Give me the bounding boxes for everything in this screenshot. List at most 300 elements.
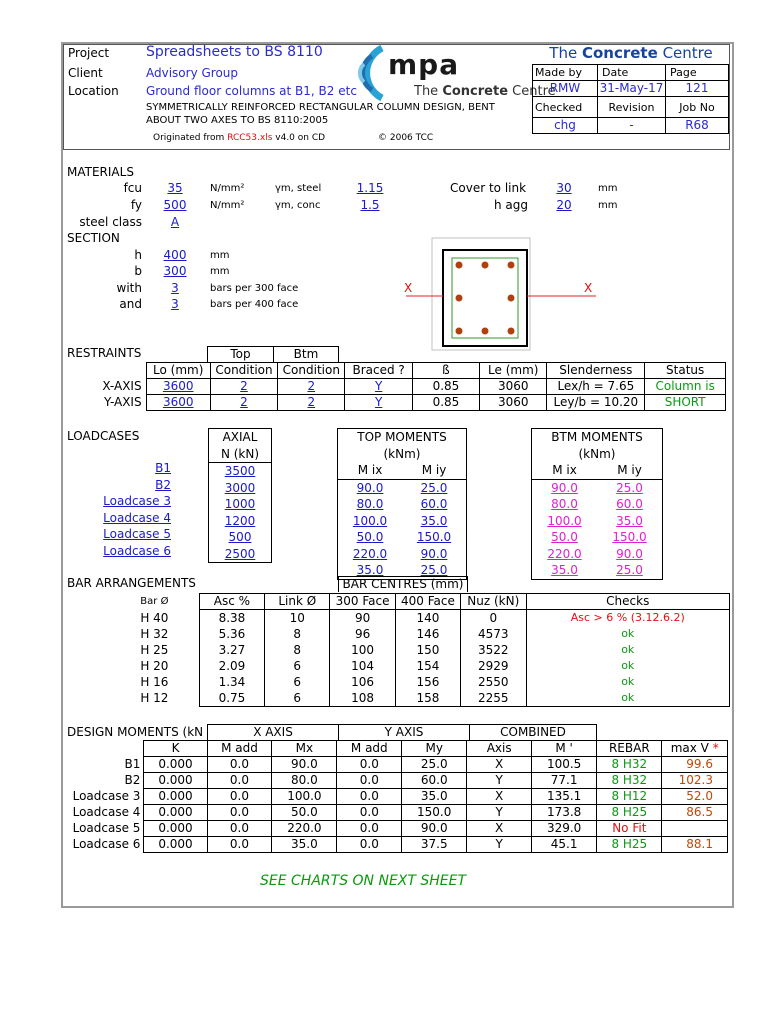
design-loadcase-label: B1: [124, 757, 141, 771]
jobno-value: R68: [666, 118, 729, 134]
copyright: © 2006 TCC: [378, 133, 434, 143]
design-mady-value: 0.0: [337, 821, 402, 837]
loadcase-name-link[interactable]: B1: [155, 461, 171, 475]
restraints-row: [65, 379, 726, 395]
design-row: [65, 821, 728, 837]
design-mx-value: 220.0: [272, 821, 337, 837]
rebar-value: No Fit: [597, 821, 662, 837]
btm-mix-input[interactable]: 90.0: [551, 480, 578, 495]
design-header: [662, 741, 728, 757]
with-text: bars per 300 face: [210, 283, 299, 294]
face400-value: 154: [395, 658, 460, 674]
hagg-label: h agg: [493, 198, 528, 212]
restraints-header-top: [207, 346, 339, 362]
design-mp-value: 77.1: [532, 773, 597, 789]
bars-header: Asc %: [199, 594, 264, 610]
logo-sub-centre: Centre: [512, 84, 556, 99]
bar-row: [110, 658, 730, 674]
bars-header: Bar Ø: [140, 596, 169, 607]
face400-value: 156: [395, 674, 460, 690]
axial-row: [209, 546, 272, 563]
slenderness-value: Ley/b = 10.20: [547, 395, 645, 411]
steel-class-input[interactable]: A: [170, 215, 180, 229]
gm-conc-input[interactable]: 1.5: [360, 198, 380, 212]
design-group-headers: [207, 724, 597, 740]
face300-value: 100: [330, 642, 395, 658]
design-mady-value: 0.0: [337, 805, 402, 821]
axial-row: [209, 513, 272, 530]
revision-label: Revision: [598, 97, 666, 118]
face300-value: 106: [330, 674, 395, 690]
date-label: Date: [598, 65, 666, 81]
check-value: ok: [526, 626, 730, 642]
originated-file: RCC53.xls: [227, 133, 273, 143]
bar-row: [110, 674, 730, 690]
btm-moment-row: [532, 546, 663, 563]
rebar-value: 8 H25: [597, 805, 662, 821]
loadcase-name-link[interactable]: Loadcase 4: [103, 510, 171, 525]
with-label: with: [116, 281, 142, 295]
section-title: SECTION: [67, 231, 120, 245]
design-row: [65, 773, 728, 789]
rebar-value: 8 H32: [597, 773, 662, 789]
asc-value: 1.34: [199, 674, 264, 690]
bar-size: H 40: [140, 610, 169, 625]
hagg-unit: mm: [598, 200, 618, 211]
top-mix-input[interactable]: 35.0: [356, 563, 384, 577]
nuz-value: 2550: [461, 674, 526, 690]
design-header: [597, 741, 662, 757]
design-axis-value: X: [467, 821, 532, 837]
bar-row: [110, 626, 730, 642]
max-v-value: 99.6: [662, 757, 728, 773]
design-madx-value: 0.0: [207, 773, 272, 789]
steel-class-label: steel class: [79, 215, 142, 229]
top-miy-input[interactable]: 60.0: [420, 497, 448, 511]
axial-input[interactable]: 3500: [224, 464, 256, 478]
top-condition-input[interactable]: 2: [210, 379, 277, 395]
top-mix-input[interactable]: 80.0: [356, 497, 384, 511]
asc-value: 0.75: [199, 690, 264, 707]
y-axis-header: Y AXIS: [339, 725, 470, 741]
materials-title: MATERIALS: [67, 165, 134, 179]
braced-input[interactable]: Y: [345, 395, 412, 411]
design-madx-value: 0.0: [207, 757, 272, 773]
design-madx-value: 0.0: [207, 789, 272, 805]
top-header: Top: [208, 347, 274, 363]
design-mx-value: 100.0: [272, 789, 337, 805]
originated-prefix: Originated from: [153, 133, 225, 143]
check-value: Asc > 6 % (3.12.6.2): [526, 610, 730, 627]
design-header: [532, 741, 597, 757]
loadcase-name-link[interactable]: Loadcase 3: [103, 494, 171, 508]
rebar-value: 8 H25: [597, 837, 662, 853]
bar-centres-header: [338, 576, 468, 592]
top-moments-header: TOP MOMENTS (kNm): [357, 430, 447, 461]
top-mix-input[interactable]: 90.0: [356, 480, 384, 495]
link-value: 10: [265, 610, 330, 627]
design-row: [65, 789, 728, 805]
btm-moments-header: BTM MOMENTS (kNm): [551, 430, 643, 461]
btm-miy-header: M iy: [597, 462, 663, 479]
design-mx-value: 50.0: [272, 805, 337, 821]
link-value: 6: [265, 690, 330, 707]
lo-input[interactable]: 3600: [146, 395, 210, 411]
design-mx-value: 80.0: [272, 773, 337, 789]
logo-sub-the: The: [414, 84, 439, 99]
project-label: Project: [68, 46, 110, 60]
location-value: Ground floor columns at B1, B2 etc: [146, 84, 357, 98]
fy-input[interactable]: 500: [163, 198, 187, 212]
gm-conc-label: γm, conc: [275, 200, 321, 211]
gm-steel-label: γm, steel: [275, 183, 322, 194]
btm-moment-row: [532, 496, 663, 513]
btm-mix-input[interactable]: 35.0: [551, 563, 578, 577]
axial-table: [208, 428, 272, 563]
top-mix-input[interactable]: 50.0: [356, 530, 384, 544]
face400-value: 150: [395, 642, 460, 658]
cover-label: Cover to link: [450, 181, 527, 195]
btm-condition-input[interactable]: 2: [278, 395, 345, 411]
restraints-header: ß: [412, 363, 479, 379]
face300-value: 108: [330, 690, 395, 707]
design-my-value: 90.0: [402, 821, 467, 837]
logo-text: mpa: [388, 48, 460, 81]
nuz-value: 4573: [461, 626, 526, 642]
restraints-header: Le (mm): [480, 363, 547, 379]
checked-value: chg: [533, 118, 598, 134]
max-v-value: 88.1: [662, 837, 728, 853]
design-header-label: M add: [350, 741, 388, 755]
status-value: Column is: [645, 379, 726, 395]
axis-x-right: X: [584, 281, 593, 295]
h-unit: mm: [210, 250, 230, 261]
restraints-title: RESTRAINTS: [67, 346, 142, 360]
max-v-value: 102.3: [662, 773, 728, 789]
braced-input[interactable]: Y: [345, 379, 412, 395]
lo-input[interactable]: 3600: [146, 379, 210, 395]
bar-row: [110, 642, 730, 658]
design-mady-value: 0.0: [337, 773, 402, 789]
le-value: 3060: [480, 395, 547, 411]
bar-size: H 25: [140, 643, 169, 657]
max-v-value: 86.5: [662, 805, 728, 821]
btm-miy-input[interactable]: 90.0: [616, 546, 643, 561]
gm-steel-input[interactable]: 1.15: [356, 181, 384, 195]
btm-moment-row: [532, 529, 663, 546]
design-axis-value: Y: [467, 773, 532, 789]
slenderness-value: Lex/h = 7.65: [547, 379, 645, 395]
design-axis-value: X: [467, 789, 532, 805]
design-k-value: 0.000: [144, 773, 207, 789]
design-mp-value: 135.1: [532, 789, 597, 805]
design-loadcase-label: B2: [124, 773, 141, 787]
job-info-table: [532, 64, 729, 134]
top-moment-row: [338, 529, 467, 546]
link-value: 6: [265, 674, 330, 690]
location-label: Location: [68, 84, 119, 98]
axial-row: [209, 480, 272, 497]
top-miy-input[interactable]: 25.0: [420, 480, 448, 495]
axial-input[interactable]: 2500: [224, 546, 256, 561]
le-value: 3060: [480, 379, 547, 395]
axial-header-2: N (kN): [209, 446, 272, 463]
design-my-value: 150.0: [402, 805, 467, 821]
bars-header: 300 Face: [330, 594, 395, 610]
bar-size: H 16: [140, 675, 169, 689]
face300-value: 104: [330, 658, 395, 674]
design-header: [144, 741, 207, 757]
design-header: [207, 741, 272, 757]
design-mady-value: 0.0: [337, 837, 402, 853]
design-my-value: 37.5: [402, 837, 467, 853]
loadcase-name-link[interactable]: Loadcase 5: [103, 527, 171, 541]
btm-miy-input[interactable]: 60.0: [616, 497, 643, 511]
design-header-label: K: [171, 741, 180, 755]
restraints-axis-label: X-AXIS: [102, 379, 142, 393]
design-description-1: SYMMETRICALLY REINFORCED RECTANGULAR COLUMN DESIGN, BENT: [146, 102, 495, 113]
date-value: 31-May-17: [598, 81, 666, 97]
nuz-value: 2929: [461, 658, 526, 674]
restraints-axis-label: Y-AXIS: [104, 395, 142, 409]
made-by-value: RMW: [533, 81, 598, 97]
design-description-2: ABOUT TWO AXES TO BS 8110:2005: [146, 115, 329, 126]
btm-moments-table: [531, 428, 663, 580]
cover-input[interactable]: 30: [556, 181, 572, 195]
design-madx-value: 0.0: [207, 837, 272, 853]
design-header: [467, 741, 532, 757]
restraints-row: [65, 395, 726, 411]
btm-mix-header: M ix: [532, 462, 598, 479]
btm-miy-input[interactable]: 25.0: [616, 480, 643, 495]
btm-miy-input[interactable]: 25.0: [616, 563, 643, 577]
top-moment-row: [338, 496, 467, 513]
top-miy-input[interactable]: 35.0: [420, 513, 448, 528]
btm-header: Btm: [274, 347, 339, 363]
restraints-header: Status: [645, 363, 726, 379]
design-table: [65, 740, 728, 853]
fcu-input[interactable]: 35: [167, 181, 183, 195]
design-mx-value: 35.0: [272, 837, 337, 853]
design-axis-value: Y: [467, 805, 532, 821]
axial-header-1: AXIAL: [222, 430, 258, 444]
design-axis-value: X: [467, 757, 532, 773]
logo-sub-concrete: Concrete: [442, 84, 509, 99]
max-v-star: *: [712, 741, 719, 755]
client-label: Client: [68, 66, 103, 80]
and-text: bars per 400 face: [210, 299, 299, 310]
design-axis-value: Y: [467, 837, 532, 853]
design-loadcase-label: Loadcase 4: [72, 805, 141, 819]
design-header-label: REBAR: [608, 741, 650, 755]
fcu-unit: N/mm²: [210, 183, 245, 194]
asc-value: 5.36: [199, 626, 264, 642]
btm-moment-row: [532, 479, 663, 496]
tcc-the: The: [549, 44, 578, 62]
loadcase-name-link[interactable]: Loadcase 6: [103, 543, 171, 558]
project-value: Spreadsheets to BS 8110: [146, 44, 323, 60]
design-header-label: Mx: [295, 741, 314, 755]
bar-row: [110, 610, 730, 627]
design-header-label: My: [425, 741, 443, 755]
loadcases-title: LOADCASES: [67, 429, 140, 443]
and-label: and: [119, 297, 142, 311]
top-mix-input[interactable]: 220.0: [352, 546, 388, 561]
originated-from: [153, 133, 325, 143]
design-madx-value: 0.0: [207, 821, 272, 837]
btm-miy-input[interactable]: 35.0: [616, 513, 643, 528]
face400-value: 146: [395, 626, 460, 642]
check-value: ok: [526, 674, 730, 690]
top-moments-table: [337, 428, 467, 580]
check-value: ok: [526, 690, 730, 707]
btm-mix-input[interactable]: 50.0: [551, 530, 578, 544]
restraints-header: Lo (mm): [146, 363, 210, 379]
btm-mix-input[interactable]: 100.0: [547, 513, 582, 528]
asc-value: 8.38: [199, 610, 264, 627]
design-k-value: 0.000: [144, 789, 207, 805]
top-miy-input[interactable]: 90.0: [420, 546, 448, 561]
top-mix-input[interactable]: 100.0: [352, 513, 388, 528]
btm-moment-row: [532, 513, 663, 530]
design-loadcase-label: Loadcase 5: [72, 821, 141, 835]
max-v-value: 52.0: [662, 789, 728, 805]
h-input[interactable]: 400: [163, 248, 187, 262]
checked-label: Checked: [533, 97, 598, 118]
design-mady-value: 0.0: [337, 789, 402, 805]
design-header-label: max V: [670, 741, 709, 755]
revision-value: -: [598, 118, 666, 134]
x-axis-header: X AXIS: [208, 725, 339, 741]
btm-mix-input[interactable]: 80.0: [551, 497, 578, 511]
with-input[interactable]: 3: [171, 281, 179, 295]
bars-table: [110, 593, 730, 707]
btm-mix-input[interactable]: 220.0: [547, 546, 582, 561]
design-header: [272, 741, 337, 757]
axis-x-left: X: [404, 281, 413, 295]
restraints-header: Condition: [210, 363, 277, 379]
design-my-value: 60.0: [402, 773, 467, 789]
restraints-header: Condition: [278, 363, 345, 379]
fy-unit: N/mm²: [210, 200, 245, 211]
fcu-label: fcu: [123, 181, 142, 195]
design-mp-value: 45.1: [532, 837, 597, 853]
design-k-value: 0.000: [144, 757, 207, 773]
design-my-value: 25.0: [402, 757, 467, 773]
page-value: 121: [666, 81, 729, 97]
design-mp-value: 329.0: [532, 821, 597, 837]
bar-size: H 20: [140, 659, 169, 673]
top-miy-header: M iy: [402, 462, 467, 479]
nuz-value: 2255: [461, 690, 526, 707]
bars-header: Checks: [526, 594, 730, 610]
page-label: Page: [666, 65, 729, 81]
design-header: [337, 741, 402, 757]
b-label: b: [134, 264, 142, 278]
top-condition-input[interactable]: 2: [210, 395, 277, 411]
design-row: [65, 757, 728, 773]
design-mp-value: 173.8: [532, 805, 597, 821]
nuz-value: 3522: [461, 642, 526, 658]
bar-row: [110, 690, 730, 707]
h-label: h: [134, 248, 142, 262]
b-input[interactable]: 300: [163, 264, 187, 278]
design-k-value: 0.000: [144, 821, 207, 837]
top-miy-input[interactable]: 25.0: [420, 563, 448, 577]
restraints-header: Braced ?: [345, 363, 412, 379]
design-loadcase-label: Loadcase 6: [72, 837, 141, 851]
axial-row: [209, 496, 272, 513]
asc-value: 2.09: [199, 658, 264, 674]
axial-row: [209, 529, 272, 546]
check-value: ok: [526, 658, 730, 674]
face300-value: 96: [330, 626, 395, 642]
axial-row: [209, 463, 272, 480]
restraints-table: [65, 362, 726, 411]
see-charts-note: SEE CHARTS ON NEXT SHEET: [260, 873, 467, 889]
tcc-concrete: Concrete: [581, 44, 658, 62]
jobno-label: Job No: [666, 97, 729, 118]
client-value: Advisory Group: [146, 66, 239, 80]
axial-input[interactable]: 1000: [224, 497, 256, 511]
top-miy-input[interactable]: 150.0: [416, 530, 452, 544]
and-input[interactable]: 3: [171, 297, 179, 311]
cover-unit: mm: [598, 183, 618, 194]
face300-value: 90: [330, 610, 395, 627]
max-v-value: [662, 821, 728, 837]
link-value: 6: [265, 658, 330, 674]
btm-condition-input[interactable]: 2: [278, 379, 345, 395]
design-header-label: Axis: [486, 741, 512, 755]
status-value: SHORT: [645, 395, 726, 411]
design-madx-value: 0.0: [207, 805, 272, 821]
bar-centres-label: BAR CENTRES (mm): [339, 577, 468, 593]
bars-header: Link Ø: [265, 594, 330, 610]
design-header-label: M ': [555, 741, 573, 755]
top-moment-row: [338, 479, 467, 496]
b-unit: mm: [210, 266, 230, 277]
bars-header: Nuz (kN): [461, 594, 526, 610]
mpa-logo: [342, 40, 556, 102]
bars-header: 400 Face: [395, 594, 460, 610]
tcc-title: [534, 44, 728, 64]
hagg-input[interactable]: 20: [556, 198, 572, 212]
axial-input[interactable]: 3000: [224, 480, 256, 495]
btm-moment-row: [532, 562, 663, 579]
originated-suffix: v4.0 on CD: [275, 133, 326, 143]
loadcase-name-link[interactable]: B2: [155, 477, 171, 492]
btm-miy-input[interactable]: 150.0: [612, 530, 647, 544]
axial-input[interactable]: 500: [228, 530, 252, 544]
beta-value: 0.85: [412, 379, 479, 395]
restraints-header: Slenderness: [547, 363, 645, 379]
design-k-value: 0.000: [144, 837, 207, 853]
nuz-value: 0: [461, 610, 526, 627]
link-value: 8: [265, 642, 330, 658]
design-header-label: M add: [221, 741, 258, 755]
axial-input[interactable]: 1200: [224, 513, 256, 528]
bar-size: H 12: [140, 691, 169, 706]
design-row: [65, 805, 728, 821]
design-mx-value: 90.0: [272, 757, 337, 773]
design-header: [402, 741, 467, 757]
bar-size: H 32: [140, 627, 169, 641]
column-section-diagram: [398, 236, 618, 352]
top-moment-row: [338, 546, 467, 563]
check-value: ok: [526, 642, 730, 658]
rebar-bars: [456, 262, 515, 335]
design-title: DESIGN MOMENTS (kN: [67, 725, 204, 739]
